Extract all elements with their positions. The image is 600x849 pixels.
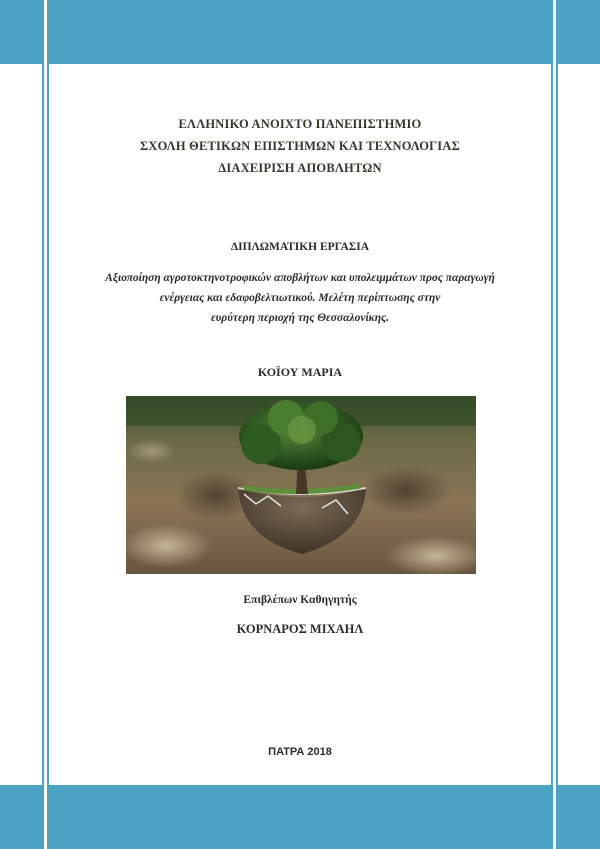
thesis-title	[50, 268, 550, 328]
cover-photo	[126, 396, 476, 574]
thesis-label: ΔΙΠΛΩΜΑΤΙΚΗ ΕΡΓΑΣΙΑ	[230, 241, 370, 253]
right-inner-rule	[551, 0, 553, 849]
top-left-band	[0, 0, 42, 64]
bottom-right-band	[558, 785, 600, 849]
top-right-band	[558, 0, 600, 64]
bottom-left-band	[0, 785, 42, 849]
supervisor-name: ΚΟΡΝΑΡΟΣ ΜΙΧΑΗΛ	[236, 622, 364, 636]
school-name: ΣΧΟΛΗ ΘΕΤΙΚΩΝ ΕΠΙΣΤΗΜΩΝ ΚΑΙ ΤΕΧΝΟΛΟΓΙΑΣ	[140, 139, 460, 153]
institution-header	[50, 113, 550, 179]
thesis-title-line: ευρύτερη περιοχή της Θεσσαλονίκης.	[210, 312, 390, 324]
right-rule	[556, 0, 558, 849]
top-center-band	[48, 0, 552, 64]
bottom-center-band	[48, 785, 552, 849]
supervisor-label: Επιβλέπων Καθηγητής	[243, 594, 357, 606]
author-name: ΚΟΪΟΥ ΜΑΡΙΑ	[257, 365, 343, 379]
program-name: ΔΙΑΧΕΙΡΙΣΗ ΑΠΟΒΛΗΤΩΝ	[218, 161, 382, 175]
place-date: ΠΑΤΡΑ 2018	[268, 746, 332, 758]
university-name: ΕΛΛΗΝΙΚΟ ΑΝΟΙΧΤΟ ΠΑΝΕΠΙΣΤΗΜΙΟ	[178, 117, 422, 131]
thesis-title-line: ενέργειας και εδαφοβελτιωτικού. Μελέτη περίπτωσης στην	[159, 292, 441, 304]
left-rule	[42, 0, 44, 849]
left-inner-rule	[47, 0, 49, 849]
thesis-title-line: Αξιοποίηση αγροτοκτηνοτροφικών αποβλήτων και υπολειμμάτων προς παραγωγή	[105, 272, 495, 284]
